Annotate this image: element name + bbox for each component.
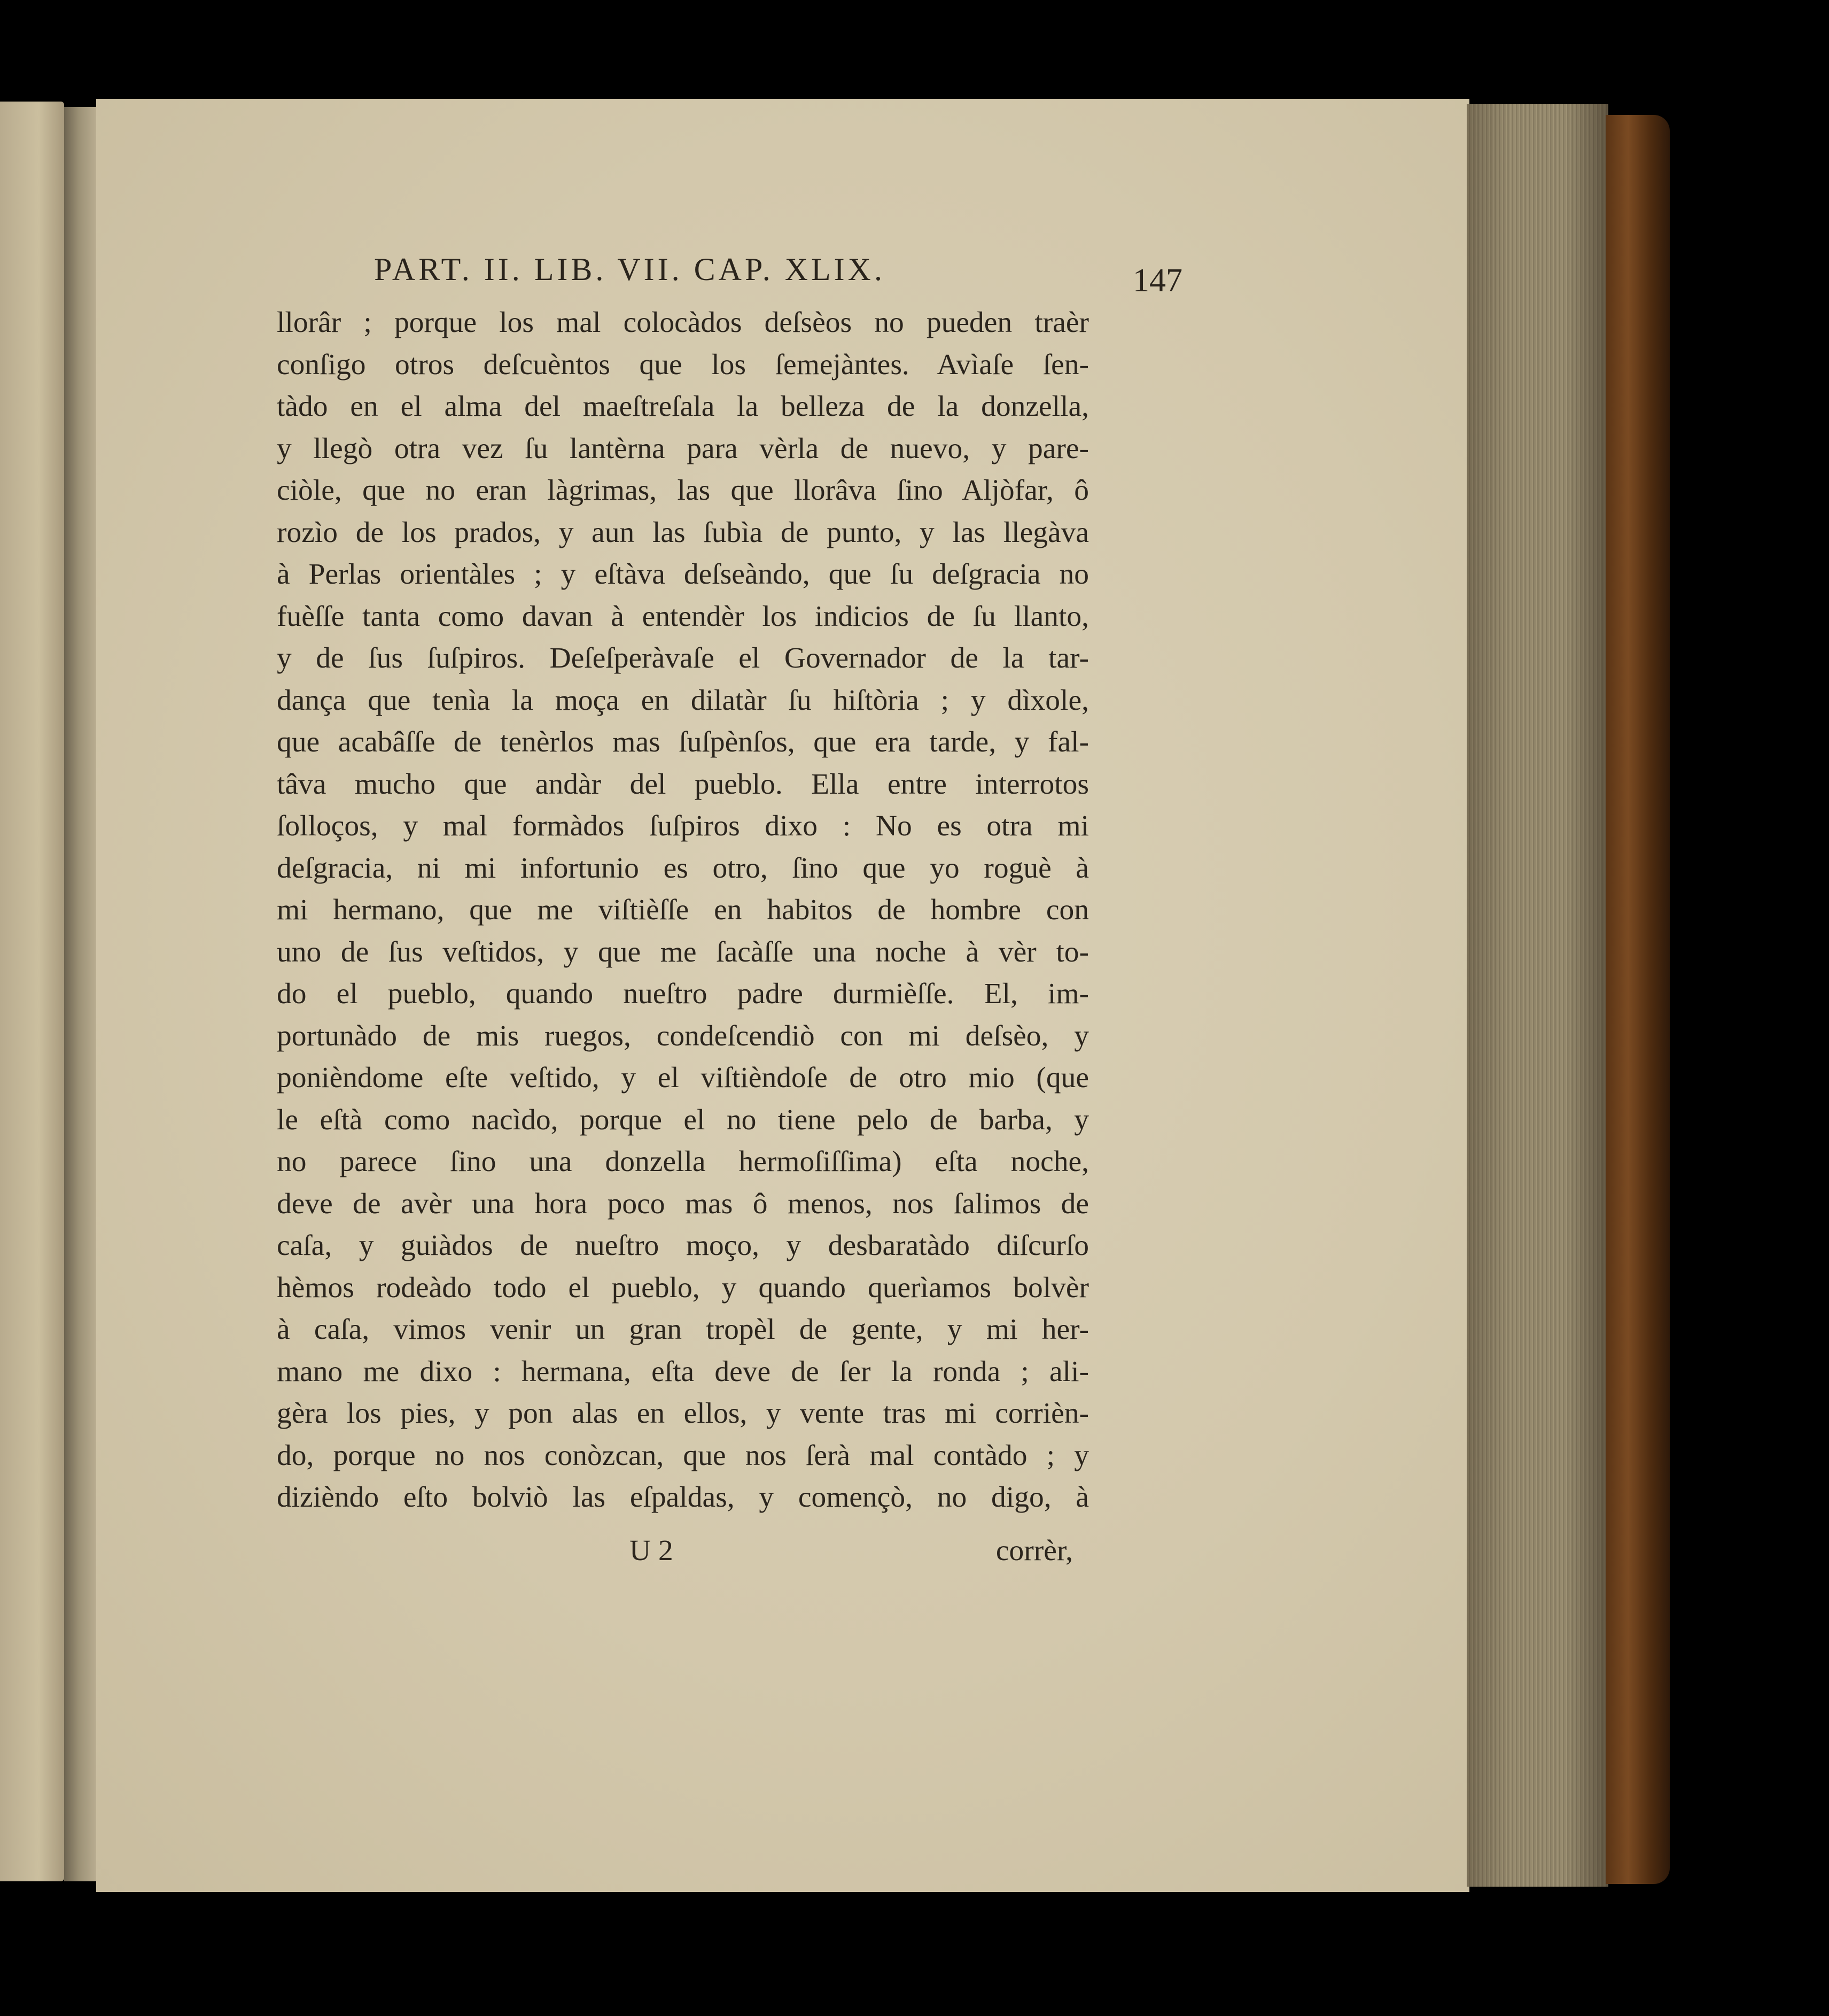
text-line: y llegò otra vez ſu lantèrna para vèrla de nuevo, y pare- bbox=[277, 432, 1089, 465]
page-footer bbox=[277, 1534, 1073, 1577]
body-text bbox=[277, 302, 1089, 1519]
text-line: mi hermano, que me viſtièſſe en habitos de hombre con bbox=[277, 894, 1089, 926]
text-line: dizièndo eſto bolviò las eſpaldas, y començò, no digo, à bbox=[277, 1481, 1089, 1514]
text-line: mano me dixo : hermana, eſta deve de ſer la ronda ; ali- bbox=[277, 1355, 1089, 1388]
running-head: PART. II. LIB. VII. CAP. XLIX. bbox=[374, 252, 885, 287]
text-line: deſgracia, ni mi infortunio es otro, ſino que yo roguè à bbox=[277, 851, 1089, 885]
text-line: gèra los pies, y pon alas en ellos, y vente tras mi corrièn- bbox=[277, 1397, 1089, 1430]
text-line: caſa, y guiàdos de nueſtro moço, y desbaratàdo diſcurſo bbox=[277, 1229, 1089, 1262]
text-line: ponièndome eſte veſtido, y el viſtièndoſe de otro mio (que bbox=[277, 1061, 1089, 1094]
text-line: do, porque no nos conòzcan, que nos ſerà mal contàdo ; y bbox=[277, 1439, 1089, 1472]
text-line: hèmos rodeàdo todo el pueblo, y quando querìamos bolvèr bbox=[277, 1271, 1089, 1304]
leather-binding bbox=[1606, 115, 1670, 1884]
text-line: deve de avèr una hora poco mas ô menos, nos ſalimos de bbox=[277, 1187, 1089, 1220]
text-line: no parece ſino una donzella hermoſiſſima) eſta noche, bbox=[277, 1145, 1089, 1178]
text-line: le eſtà como nacìdo, porque el no tiene pelo de barba, y bbox=[277, 1103, 1089, 1136]
catchword: corrèr, bbox=[995, 1534, 1073, 1567]
text-line: uno de ſus veſtidos, y que me ſacàſſe una noche à vèr to- bbox=[277, 935, 1089, 968]
text-line: tâva mucho que andàr del pueblo. Ella entre interrotos bbox=[277, 767, 1089, 801]
page-number: 147 bbox=[1133, 262, 1182, 299]
text-line: fuèſſe tanta como davan à entendèr los indicios de ſu llanto, bbox=[277, 600, 1089, 633]
left-page-edge bbox=[0, 102, 64, 1881]
text-line: rozìo de los prados, y aun las ſubìa de punto, y las llegàva bbox=[277, 516, 1089, 549]
text-line: llorâr ; porque los mal colocàdos deſsèos no pueden traèr bbox=[277, 306, 1089, 339]
text-line: portunàdo de mis ruegos, condeſcendiò con mi deſsèo, y bbox=[277, 1019, 1089, 1052]
text-line: ciòle, que no eran làgrimas, las que llorâva ſino Aljòfar, ô bbox=[277, 474, 1089, 507]
text-line: tàdo en el alma del maeſtreſala la belleza de la donzella, bbox=[277, 390, 1089, 423]
text-line: dança que tenìa la moça en dilatàr ſu hiſtòria ; y dìxole, bbox=[277, 684, 1089, 717]
text-line: à caſa, vimos venir un gran tropèl de gente, y mi her- bbox=[277, 1313, 1089, 1346]
signature-mark: U 2 bbox=[629, 1534, 673, 1567]
text-line: à Perlas orientàles ; y eſtàva deſseàndo, que ſu deſgracia no bbox=[277, 558, 1089, 591]
text-line: do el pueblo, quando nueſtro padre durmièſſe. El, im- bbox=[277, 978, 1089, 1010]
text-line: ſolloços, y mal formàdos ſuſpiros dixo : No es otra mi bbox=[277, 810, 1089, 842]
text-line: conſigo otros deſcuèntos que los ſemejàntes. Avìaſe ſen- bbox=[277, 348, 1089, 381]
page-block-shade bbox=[1467, 104, 1608, 1887]
text-line: y de ſus ſuſpiros. Deſeſperàvaſe el Governador de la tar- bbox=[277, 642, 1089, 674]
text-line: que acabâſſe de tenèrlos mas ſuſpènſos, que era tarde, y fal- bbox=[277, 726, 1089, 758]
